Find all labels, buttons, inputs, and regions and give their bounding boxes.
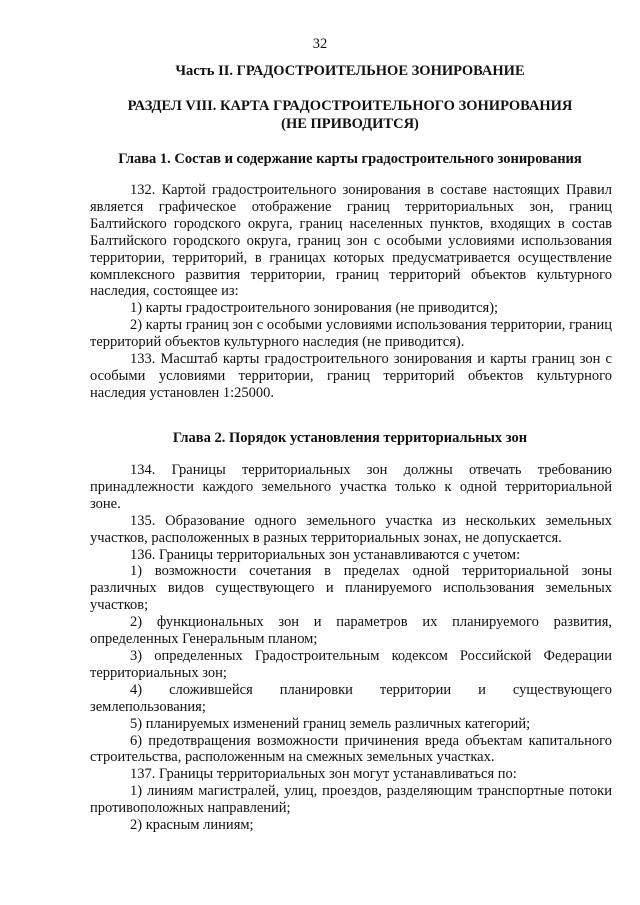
list-item: 6) предотвращения возможности причинения вреда объектам капитального строительства, расположенным на смежных земельных участках. [90, 732, 612, 766]
list-item: 2) красным линиям; [130, 817, 254, 834]
section-title-line-1: РАЗДЕЛ VIII. КАРТА ГРАДОСТРОИТЕЛЬНОГО ЗОНИРОВАНИЯ [127, 98, 573, 114]
section-title-line-2: (НЕ ПРИВОДИТСЯ) [281, 116, 419, 132]
list-item: 2) карты границ зон с особыми условиями использования территории, границ территорий объектов культурного наследия (не приводится). [90, 317, 612, 351]
list-item: 1) линиям магистралей, улиц, проездов, разделяющим транспортные потоки противоположных направлений; [90, 783, 612, 817]
chapter-1-body [90, 182, 612, 402]
paragraph-134: 134. Границы территориальных зон должны отвечать требованию принадлежности каждого земельного участка только к одной территориальной зоне. [90, 462, 612, 512]
chapter-2-body [90, 462, 612, 834]
list-item: 4) сложившейся планировки территории и существующего землепользования; [90, 681, 612, 715]
list-item: 1) возможности сочетания в пределах одной территориальной зоны различных видов существующего и планируемого использования земельных участков; [90, 563, 612, 614]
list-item: 5) планируемых изменений границ земель различных категорий; [130, 715, 531, 732]
list-item: 2) функциональных зон и параметров их планируемого развития, определенных Генеральным планом; [90, 614, 612, 648]
list-item: 1) карты градостроительного зонирования (не приводится); [130, 300, 499, 317]
page-number: 32 [312, 36, 328, 52]
chapter-2-title: Глава 2. Порядок установления территориальных зон [172, 430, 528, 446]
paragraph-136: 136. Границы территориальных зон устанавливаются с учетом: [130, 546, 521, 563]
paragraph-135: 135. Образование одного земельного участка из нескольких земельных участков, расположенных в разных территориальных зонах, не допускается. [90, 512, 612, 546]
part-title: Часть II. ГРАДОСТРОИТЕЛЬНОЕ ЗОНИРОВАНИЕ [175, 63, 525, 79]
list-item: 3) определенных Градостроительным кодексом Российской Федерации территориальных зон; [90, 647, 612, 681]
paragraph-137: 137. Границы территориальных зон могут устанавливаться по: [130, 766, 517, 783]
paragraph-132: 132. Картой градостроительного зонирования в составе настоящих Правил является графическое отображение границ территориальных зон, границ Балтийского городского округа, границ населенных пунктов, входящих в состав Балтийского городского округа, границ зон с особыми условиями использования территории, территорий, в границах которых предусматривается осуществление комплексного развития территории, границ территорий объектов культурного наследия, состоящее из: [90, 182, 612, 300]
chapter-1-title: Глава 1. Состав и содержание карты градостроительного зонирования [118, 151, 582, 167]
paragraph-133: 133. Масштаб карты градостроительного зонирования и карты границ зон с особыми условиями территории, границ территорий объектов культурного наследия установлен 1:25000. [90, 351, 612, 401]
